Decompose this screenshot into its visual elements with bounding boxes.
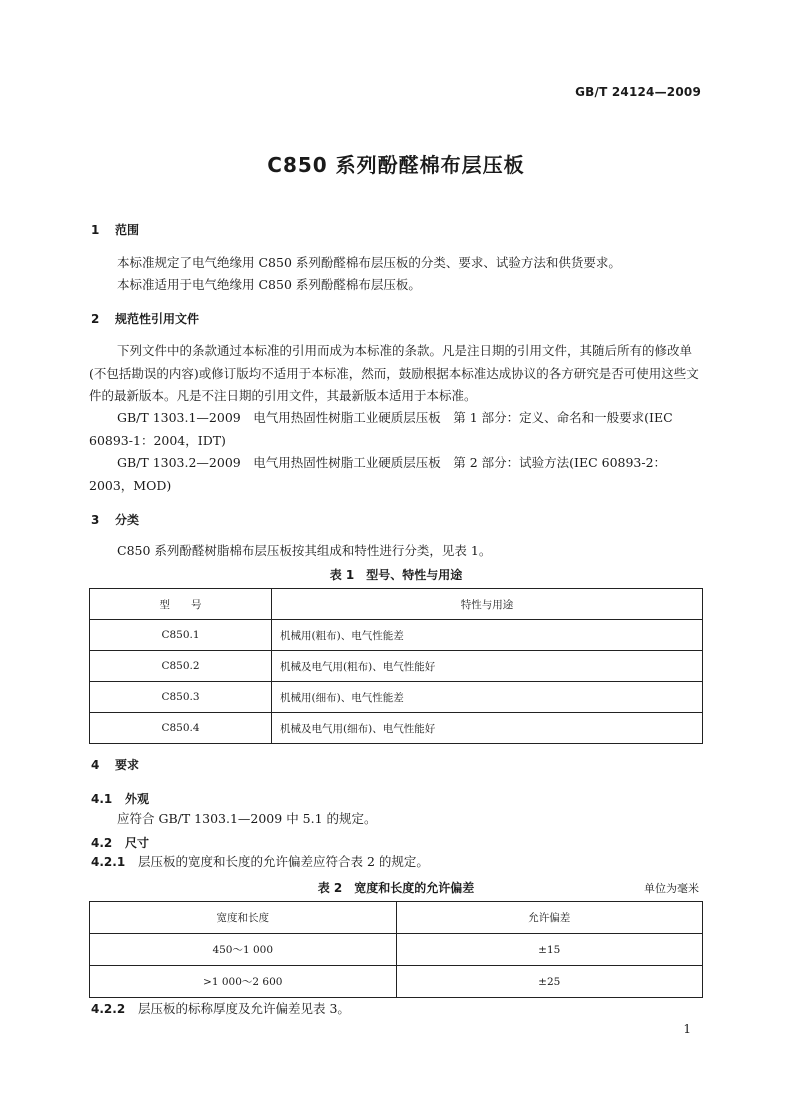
table-cell: C850.4 bbox=[90, 713, 272, 744]
clause-number: 4.2.2 bbox=[91, 1002, 126, 1016]
table-header-tolerance: 允许偏差 bbox=[396, 902, 703, 934]
table-cell: C850.2 bbox=[90, 651, 272, 682]
section-number: 3 bbox=[91, 513, 100, 527]
table-cell: 机械用(粗布)、电气性能差 bbox=[272, 620, 703, 651]
table-cell: 机械用(细布)、电气性能差 bbox=[272, 682, 703, 713]
section-4-heading bbox=[91, 756, 139, 773]
page-number: 1 bbox=[683, 1022, 691, 1036]
table-2-caption: 表 2 宽度和长度的允许偏差 bbox=[317, 881, 475, 895]
section-title: 要求 bbox=[115, 758, 140, 772]
section-3-paragraph-1: C850 系列酚醛树脂棉布层压板按其组成和特性进行分类，见表 1。 bbox=[117, 543, 492, 558]
section-2-heading bbox=[91, 310, 199, 327]
section-2-paragraph-1: 下列文件中的条款通过本标准的引用而成为本标准的条款。凡是注日期的引用文件，其随后所有的修改单(不包括勘误的内容)或修订版均不适用于本标准，然而，鼓励根据本标准达成协议的各方研究是否可使用这些文件的最新版本。凡是不注日期的引用文件，其最新版本适用于本标准。 bbox=[89, 343, 699, 403]
table-cell: >1 000～2 600 bbox=[90, 966, 397, 998]
table-cell: ±25 bbox=[396, 966, 703, 998]
standard-code: GB/T 24124—2009 bbox=[575, 85, 701, 99]
clause-number: 4.2.1 bbox=[91, 855, 126, 869]
reference-2: GB/T 1303.2—2009 电气用热固性树脂工业硬质层压板 第 2 部分：试验方法(IEC 60893-2：2003，MOD) bbox=[89, 455, 667, 493]
table-header-size: 宽度和长度 bbox=[90, 902, 397, 934]
table-cell: 机械及电气用(粗布)、电气性能好 bbox=[272, 651, 703, 682]
table-1-caption: 表 1 型号、特性与用途 bbox=[329, 568, 463, 582]
section-title: 范围 bbox=[115, 223, 140, 237]
reference-1: GB/T 1303.1—2009 电气用热固性树脂工业硬质层压板 第 1 部分：定义、命名和一般要求(IEC 60893-1：2004，IDT) bbox=[89, 410, 673, 448]
table-1 bbox=[89, 588, 703, 744]
table-cell: C850.3 bbox=[90, 682, 272, 713]
section-4-1-heading bbox=[91, 790, 149, 807]
section-1-heading bbox=[91, 221, 139, 238]
clause-4-2-1 bbox=[91, 851, 705, 874]
table-header-model: 型 号 bbox=[90, 589, 272, 620]
clause-4-2-2 bbox=[91, 998, 705, 1021]
table-row bbox=[90, 651, 703, 682]
table-row bbox=[90, 682, 703, 713]
page-title: C850 系列酚醛棉布层压板 bbox=[267, 153, 525, 177]
section-title: 尺寸 bbox=[125, 836, 150, 850]
table-header-row bbox=[90, 589, 703, 620]
section-3-heading bbox=[91, 511, 139, 528]
table-header-row bbox=[90, 902, 703, 934]
section-number: 4.2 bbox=[91, 836, 113, 850]
table-2 bbox=[89, 901, 703, 998]
section-4-1-paragraph: 应符合 GB/T 1303.1—2009 中 5.1 的规定。 bbox=[117, 811, 377, 826]
section-number: 4.1 bbox=[91, 792, 113, 806]
table-cell: 机械及电气用(细布)、电气性能好 bbox=[272, 713, 703, 744]
clause-text: 层压板的标称厚度及允许偏差见表 3。 bbox=[138, 1001, 350, 1016]
table-row bbox=[90, 966, 703, 998]
table-cell: C850.1 bbox=[90, 620, 272, 651]
section-number: 1 bbox=[91, 223, 100, 237]
section-1-paragraph-2: 本标准适用于电气绝缘用 C850 系列酚醛棉布层压板。 bbox=[117, 277, 421, 292]
section-1-paragraph-1: 本标准规定了电气绝缘用 C850 系列酚醛棉布层压板的分类、要求、试验方法和供货要求。 bbox=[117, 255, 621, 270]
section-title: 分类 bbox=[115, 513, 140, 527]
section-number: 2 bbox=[91, 312, 100, 326]
clause-text: 层压板的宽度和长度的允许偏差应符合表 2 的规定。 bbox=[138, 854, 429, 869]
section-4-2-heading bbox=[91, 834, 149, 851]
table-row bbox=[90, 713, 703, 744]
table-cell: 450～1 000 bbox=[90, 934, 397, 966]
table-2-unit: 单位为毫米 bbox=[644, 882, 699, 895]
table-row bbox=[90, 620, 703, 651]
table-cell: ±15 bbox=[396, 934, 703, 966]
table-header-usage: 特性与用途 bbox=[272, 589, 703, 620]
section-number: 4 bbox=[91, 758, 100, 772]
section-title: 规范性引用文件 bbox=[115, 312, 200, 326]
table-row bbox=[90, 934, 703, 966]
section-title: 外观 bbox=[125, 792, 150, 806]
